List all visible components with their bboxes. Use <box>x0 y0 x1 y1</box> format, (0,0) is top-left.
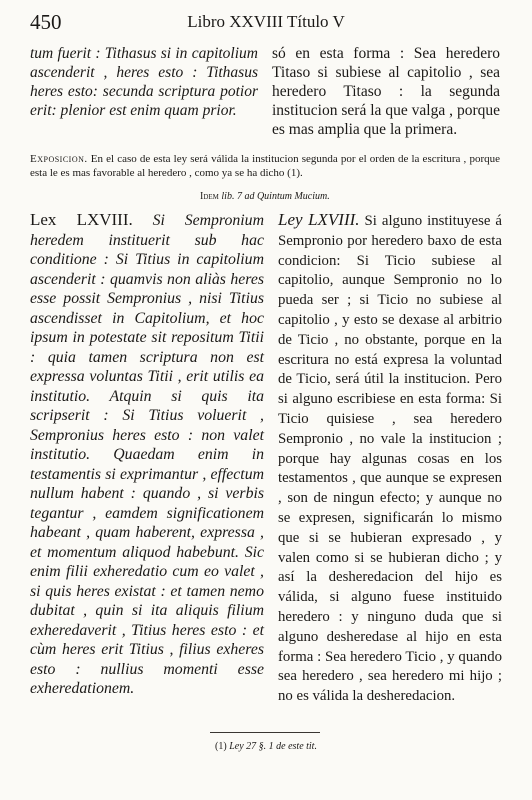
footnote-reference: Ley 27 §. 1 de este tit. <box>229 741 317 752</box>
footnote-divider <box>210 732 320 733</box>
ley-spanish-text: Si alguno instituyese á Sempronio por heredero baxo de esta condicion: Si Ticio subiese al capitolio, aunque Sempronio no lo pueda ser ; si Ticio no subiese al capitolio , y esto se dexase al arbitrio de Ticio , no obstante, porque en la escritura no está expresa la voluntad de Ticio, será útil la institucion. Pero si alguno escribiese en esta forma: Si Ticio quisiese , sea heredero Sempronio , no vale la institucion ; porque hay algunas cosas en los testamentos , que aunque se expresen , son de ningun efecto; y aunque no se expresen, significarán lo mismo que si se hubieran expresado , y valen como si se hubieran dicho ; y así la desheredacion del hijo es válida, si alguno fuese instituido heredero : y ninguno duda que si alguno desheredase al hijo en esta forma : Sea heredero Ticio , y quando sea heredero , sea heredero mi hijo ; no es válida la desheredacion. <box>278 213 502 705</box>
page-header <box>30 10 502 36</box>
ley-spanish-column <box>278 210 502 707</box>
page-number: 450 <box>30 10 62 34</box>
exposicion-paragraph <box>30 152 500 180</box>
exposicion-text: En el caso de esta ley será válida la institucion segunda por el orden de la escritura , porque esta le es mas favorable al heredero , como ya se ha dicho (1). <box>30 153 500 179</box>
lex-latin-heading: Lex LXVIII. <box>30 210 133 229</box>
lex-latin-text: Si Sempronium heredem instituerit sub hac conditione : Si Titius in capitolium ascenderit : quamvis non aliàs heres esse possit Sempronius , nisi Titius ascendisset in Capitolium, et hoc ipsum in potestate sit repositum Titii : quia tamen scriptura non est expressa voluntas Titii , erit utilis ea institutio. Atquin si quis ita scripserit : Si Titius voluerit , Sempronius heres esto : non valet institutio. Quaedam enim in testamentis si exprimantur , effectum nullum habent : quando , si verbis tegantur , eamdem significationem habeant , quam haberent, expressa , et momentum aliquod habebunt. Sic enim filii exheredatio cum eo valet , si quis heres existat : et tamen nemo dubitat , quin si ita aliquis filium exheredaverit , Titius heres esto : et cùm heres erit Titius , filius exheres esto : nullius momenti esse exheredationem. <box>30 212 264 697</box>
latin-continuation: tum fuerit : Tithasus si in capitolium ascenderit , heres esto : Tithasus heres esto: secunda scriptura potior erit: plenior est enim quam prior. <box>30 45 258 119</box>
footnote-marker: (1) <box>215 741 227 752</box>
running-title: Libro XXVIII Título V <box>187 12 345 31</box>
ley-spanish-heading: Ley LXVIII. <box>278 210 360 229</box>
exposicion-label: Exposicion. <box>30 153 88 165</box>
source-citation <box>200 191 440 202</box>
footnote <box>0 741 532 752</box>
lex-latin-column <box>30 210 264 699</box>
source-reference: lib. 7 ad Quintum Mucium. <box>221 191 330 202</box>
spanish-continuation: só en esta forma : Sea heredero Titaso si subiese al capitolio , sea heredero Titaso : la segunda institucion será la que valga , porque es mas amplia que la primera. <box>272 45 500 138</box>
source-label: Idem <box>200 191 219 202</box>
